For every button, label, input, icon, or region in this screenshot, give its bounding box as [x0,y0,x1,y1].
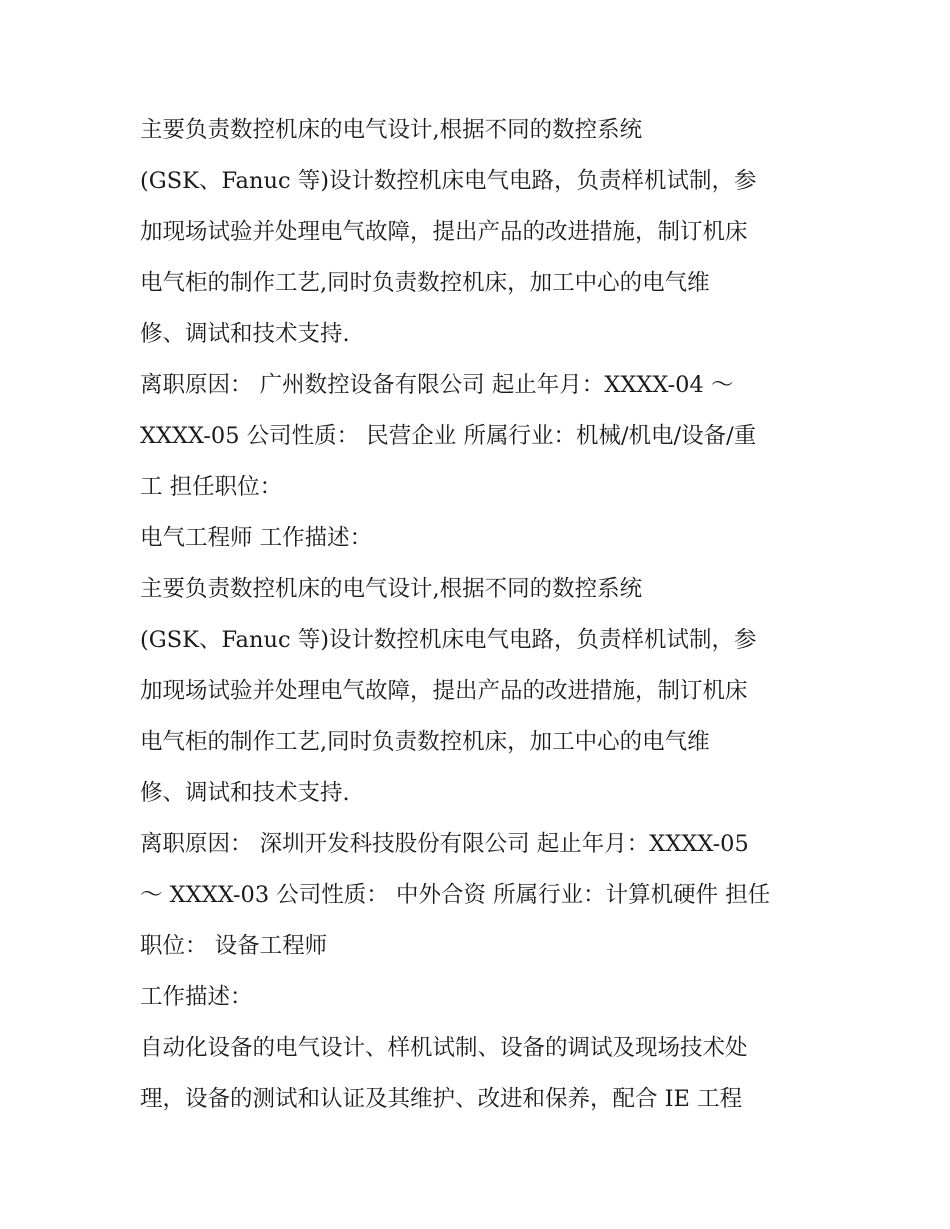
text-line: 离职原因： 深圳开发科技股份有限公司 起止年月：XXXX-05 [140,831,749,857]
text-line: 加现场试验并处理电气故障，提出产品的改进措施，制订机床 [140,678,748,704]
text-line: 修、调试和技术支持. [140,780,350,806]
text-line: 电气柜的制作工艺,同时负责数控机床，加工中心的电气维 [140,270,710,296]
resume-work-experience-text [140,110,830,1130]
text-line: 工 担任职位： [140,474,283,500]
text-line: 修、调试和技术支持. [140,321,350,347]
text-line: (GSK、Fanuc 等)设计数控机床电气电路，负责样机试制，参 [140,168,757,194]
text-line: 主要负责数控机床的电气设计,根据不同的数控系统 [140,576,643,602]
text-line: 加现场试验并处理电气故障，提出产品的改进措施，制订机床 [140,219,748,245]
text-line: 工作描述： [140,984,253,1010]
text-line: 自动化设备的电气设计、样机试制、设备的调试及现场技术处 [140,1035,748,1061]
text-line: 主要负责数控机床的电气设计,根据不同的数控系统 [140,117,643,143]
text-line: (GSK、Fanuc 等)设计数控机床电气电路，负责样机试制，参 [140,627,757,653]
text-line: 理，设备的测试和认证及其维护、改进和保养，配合 IE 工程 [140,1086,743,1112]
text-line: XXXX-05 公司性质： 民营企业 所属行业：机械/机电/设备/重 [140,423,757,449]
text-line: 电气工程师 工作描述： [140,525,373,551]
text-line: 职位： 设备工程师 [140,933,328,959]
text-line: ～ XXXX-03 公司性质： 中外合资 所属行业：计算机硬件 担任 [140,882,771,908]
text-line: 电气柜的制作工艺,同时负责数控机床，加工中心的电气维 [140,729,710,755]
text-line: 离职原因： 广州数控设备有限公司 起止年月：XXXX-04 ～ [140,372,734,398]
